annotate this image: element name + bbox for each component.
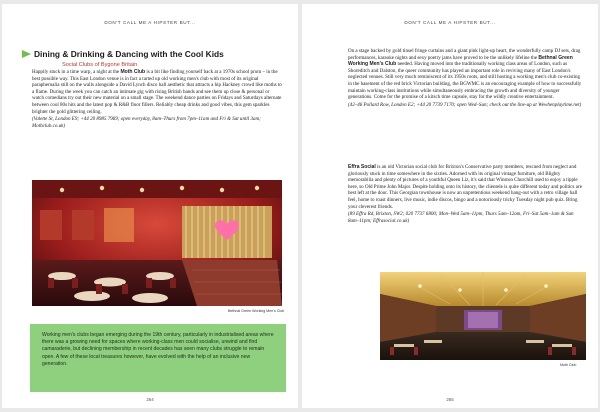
address-text: (Valette St, London E9; +44 20 8985 7969; open everyday, 8am–Thurs from 7pm–11am and Fri & Sat until 3am; Mothclub.co.uk): [32, 116, 261, 129]
heading-arrow-icon: [22, 50, 31, 58]
running-header-right: DON'T CALL ME A HIPSTER BUT...: [404, 20, 496, 25]
paragraph-bethnal-green: [348, 48, 584, 101]
callout-box: [30, 324, 286, 392]
address-moth-club: [32, 116, 282, 129]
moth-club-text: [32, 69, 282, 129]
paragraph-text: is an old Victorian social club for Brixton's Conservative party members, rescued from neglect and gloriously stuck in time somewhere in the sixties. Adorned with its original vintage furniture, old Blighty memorabilia and plenty of pictures of a youthful Queen Liz, it's said that Winston Churchill used to enjoy a tipple here, so Old Prime John Major. Despite holding onto its history, the clientele is quite different today and politics are best left at the door. This Georgian townhouse is now an unpretentious weekend hang-out with a retro village hall feel, home to roast dinners, live music, indie discos, bingo and a notoriously tricky Tuesday night pub quiz. Bring your cleverest friends.: [348, 164, 582, 210]
running-header-left: DON'T CALL ME A HIPSTER BUT...: [104, 20, 196, 25]
bethnal-green-text: [348, 48, 584, 108]
photo-bethnal-green-club: [32, 180, 282, 306]
paragraph-text: Happily stuck in a time warp, a night at the: [32, 69, 121, 75]
page-number-right: 265: [446, 397, 454, 402]
photo-caption-left: Bethnal Green Working Men's Club: [228, 309, 285, 313]
venue-name-effra-social: Effra Social: [348, 164, 376, 170]
paragraph-moth-club: [32, 69, 282, 115]
venue-name-moth-club: Moth Club: [120, 69, 146, 75]
venue-name-bethnal-green: Bethnal Green Working Men's Club: [348, 54, 573, 68]
section-heading-row: [34, 48, 284, 60]
left-page: [2, 4, 298, 408]
paragraph-text: On a stage backed by gold tinsel fringe curtains and a giant pink light-up heart, the wonderfully camp DJ sets, drag performances, karaoke nights and sexy poetry jams have proved to be the unlikely lifeline the: [348, 48, 581, 61]
subheading: Social Clubs of Bygone Britain: [62, 62, 138, 68]
moth-club-interior-photo: [380, 272, 586, 360]
paragraph-text: is a bit like finding yourself back at a 1970s school prom – in the best possible way. This East London venue is in fact a tarted up old working men's club with most of its original paraphernalia still on the walls alongside a David Lynch disco hall aesthetic that attracts a hip Hackney crowd like moths to a flame. During the week you can catch an intimate gig with rising British bands and see them up close & personal or watch comedians try out their new material on a small stage. The weekend dance parties on Fridays and Saturdays alternate between cool 80s hits and the latest pop & R&B floor fillers. Reliably cheap drinks and good vibes, this gem sparkles brighter the gold glittering ceiling.: [32, 69, 282, 115]
address-effra-social: [348, 211, 584, 224]
effra-social-text: [348, 164, 584, 224]
address-text: (42–46 Pollard Row, London E2; +44 20 7739 7170; open Wed–Sun; check out the line-up at Wewhenplaytime.net): [348, 101, 582, 108]
address-bethnal-green: [348, 102, 584, 109]
callout-text: Working men's clubs began emerging during the 19th century, particularly in industrialised areas where there was a growing need for spaces where working-class men could socialise, unwind and find camaraderie, but declining membership in recent decades has seen many clubs struggle to remain open. A few of these local treasures however, have evolved with the help of an inclusive new generation.: [42, 332, 274, 367]
page-number-left: 264: [146, 397, 154, 402]
paragraph-effra-social: [348, 164, 584, 210]
section-heading: Dining & Drinking & Dancing with the Cool Kids: [34, 49, 224, 59]
right-page: [302, 4, 598, 408]
photo-moth-club: [380, 272, 586, 360]
address-text: (89 Effra Rd, Brixton, SW2; 020 7737 6800; Mon–Wed 5am–11pm, Thurs 5am–12am, Fri–Sat 5am–1am & Sun 8am–11pm; Effrasocial.co.uk): [348, 211, 574, 224]
club-interior-photo: [32, 180, 282, 306]
photo-caption-right: Moth Club: [560, 363, 577, 367]
paragraph-text: needed. Having moved into the traditionally working class areas of London, such as Shoreditch and Dalston, the queer community has played an important role in reviving many of East London's neglected venues. Still very much reminiscent of its 1950s roots, and still hosting a working men's club co-existing in the basement of the red brick Victorian building, the BGWMC is an encouraging example of how to successfully maintain working-class institutions while simultaneously embracing the growth and diversity of younger generations. Come for the promise of a kitsch time capsule, stay for the wildly creative entertainment.: [348, 61, 582, 101]
